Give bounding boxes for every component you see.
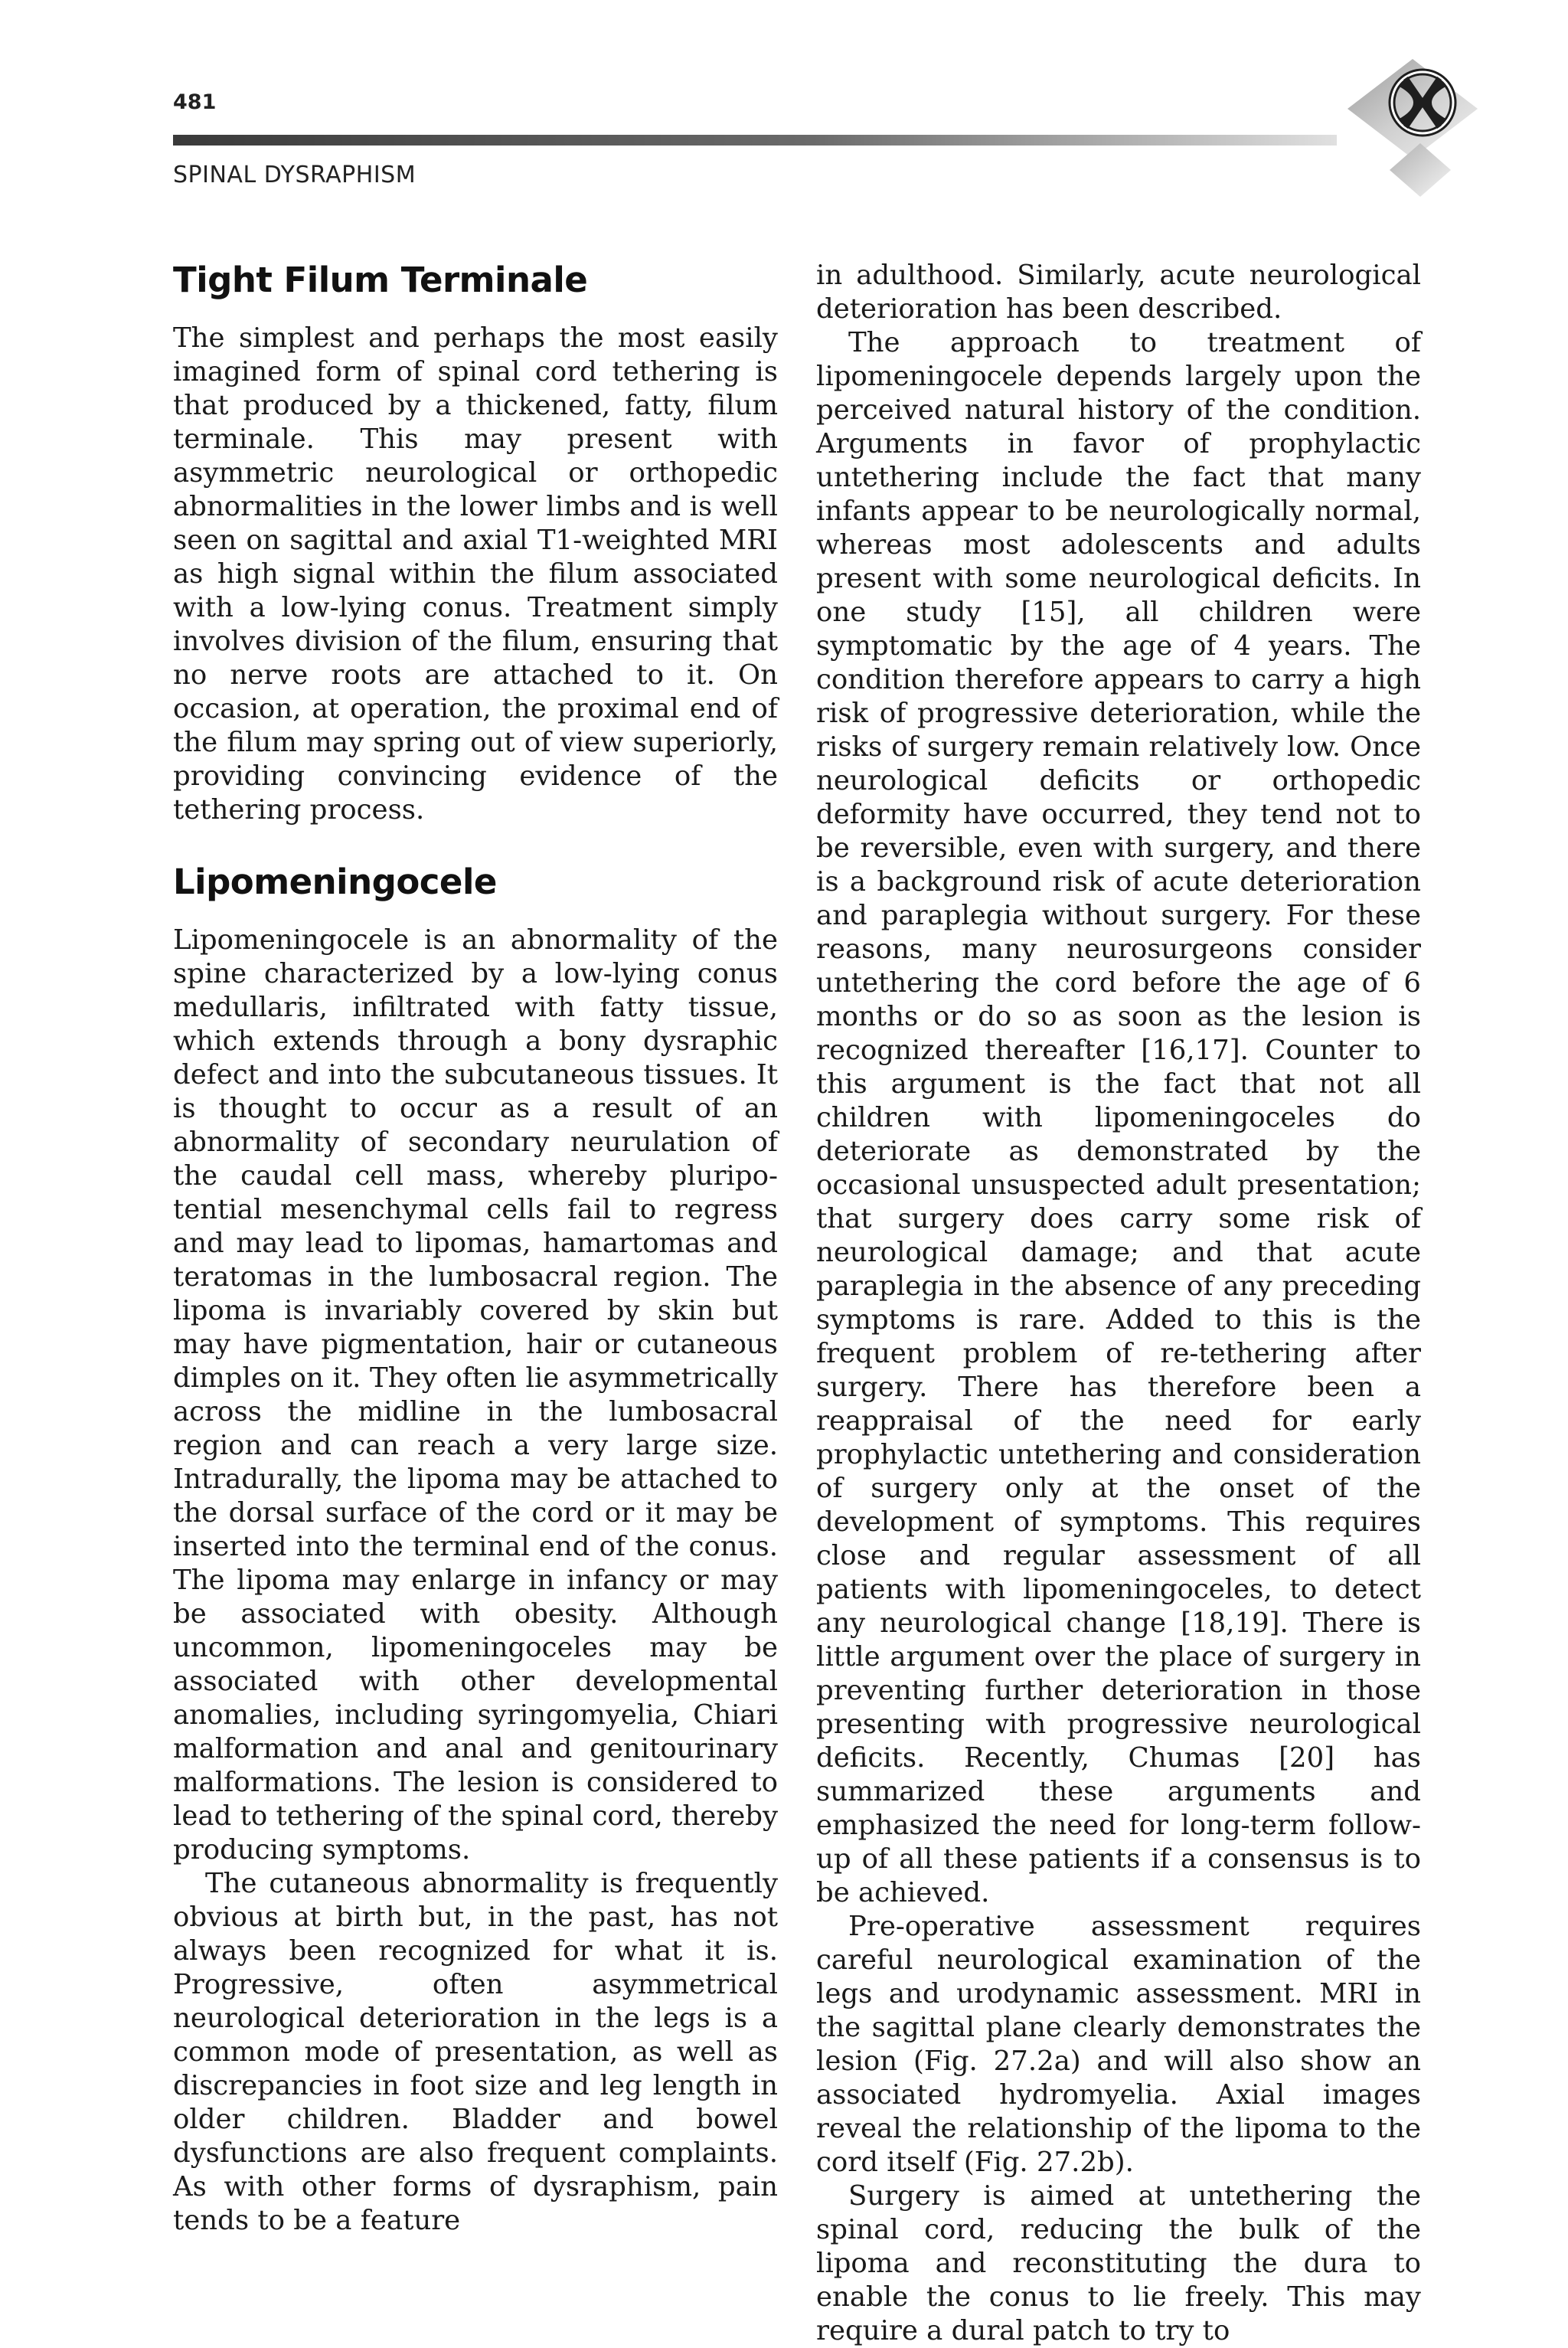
paragraph: Surgery is aimed at untethering the spinal cord, reducing the bulk of the lipoma and reconstituting the dura to enable the conus to lie freely. This may require a dural patch to try to bbox=[816, 2180, 1421, 2346]
page-number: 481 bbox=[173, 90, 217, 114]
paragraph: Pre-operative assessment requires careful neurological examination of the legs and urodynamic assessment. MRI in the sagittal plane clearly demonstrates the lesion (Fig. 27.2a) and will also show an associated hydromyelia. Axial images reveal the relationship of the lipoma to the cord itself (Fig. 27.2b). bbox=[816, 1911, 1421, 2178]
paragraph: The cutaneous abnormality is frequently obvious at birth but, in the past, has not always been recognized for what it is. Progressive, often asymmetrical neurological deterioration in the legs is a common mode of presentation, as well as discrepancies in foot size and leg length in older children. Bladder and bowel dysfunctions are also frequent complaints. As with other forms of dysraphism, pain tends to be a feature bbox=[173, 1868, 778, 2236]
section-heading-lipomeningocele: Lipomeningocele bbox=[173, 862, 497, 902]
chapter-knot-logo-icon bbox=[1332, 55, 1493, 224]
left-column bbox=[173, 259, 778, 2238]
right-column bbox=[816, 259, 1421, 2348]
paragraph: The simplest and perhaps the most easily imagined form of spinal cord tethering is that produced by a thickened, fatty, filum terminale. This may present with asymmetric neurological or orthopedic abnormalities in the lower limbs and is well seen on sagittal and axial T1-weighted MRI as high signal within the filum associated with a low-lying conus. Treatment simply involves division of the filum, ensuring that no nerve roots are attached to it. On occasion, at operation, the proximal end of the filum may spring out of view superiorly, providing convincing evidence of the tethering process. bbox=[173, 322, 778, 826]
paragraph: in adulthood. Similarly, acute neurological deterioration has been described. bbox=[816, 260, 1421, 325]
section-heading-tight-filum: Tight Filum Terminale bbox=[173, 260, 588, 300]
running-head: SPINAL DYSRAPHISM bbox=[173, 162, 416, 188]
paragraph: Lipomeningocele is an abnormality of the spine characterized by a low-lying conus medullaris, infiltrated with fatty tissue, which extends through a bony dysraphic defect and into the subcutaneous tissues. It is thought to occur as a result of an abnormality of secondary neurulation of the caudal cell mass, whereby pluripotential mesenchymal cells fail to regress and may lead to lipomas, hamartomas and teratomas in the lumbosacral region. The lipoma is invariably covered by skin but may have pigmentation, hair or cutaneous dimples on it. They often lie asymmetrically across the midline in the lumbosacral region and can reach a very large size. Intradurally, the lipoma may be attached to the dorsal surface of the cord or it may be inserted into the terminal end of the conus. The lipoma may enlarge in infancy or may be associated with obesity. Although uncommon, lipomeningoceles may be associated with other developmental anomalies, including syringomyelia, Chiari malformation and anal and genitourinary malformations. The lesion is considered to lead to tethering of the spinal cord, thereby producing symptoms. bbox=[173, 924, 778, 1866]
paragraph: The approach to treatment of lipomeningocele depends largely upon the perceived natural history of the condition. Arguments in favor of prophylactic untethering include the fact that many infants appear to be neurologically normal, whereas most adolescents and adults present with some neurological deficits. In one study [15], all children were symptomatic by the age of 4 years. The condition therefore appears to carry a high risk of progressive deterioration, while the risks of surgery remain relatively low. Once neurological deficits or orthopedic deformity have occurred, they tend not to be reversible, even with surgery, and there is a background risk of acute deterioration and paraplegia without surgery. For these reasons, many neurosurgeons consider untethering the cord before the age of 6 months or do so as soon as the lesion is recognized thereafter [16,17]. Counter to this argument is the fact that not all children with lipomeningoceles do deteriorate as demonstrated by the occasional unsuspected adult presentation; that surgery does carry some risk of neurological damage; and that acute paraplegia in the absence of any preceding symptoms is rare. Added to this is the frequent problem of re-tethering after surgery. There has therefore been a reappraisal of the need for early prophylactic untethering and consideration of surgery only at the onset of the development of symptoms. This requires close and regular assessment of all patients with lipomeningoceles, to detect any neurological change [18,19]. There is little argument over the place of surgery in preventing further deterioration in those presenting with progressive neurological deficits. Recently, Chumas [20] has summarized these arguments and emphasized the need for long-term follow-up of all these patients if a consensus is to be achieved. bbox=[816, 327, 1421, 1908]
header-rule bbox=[173, 135, 1337, 146]
